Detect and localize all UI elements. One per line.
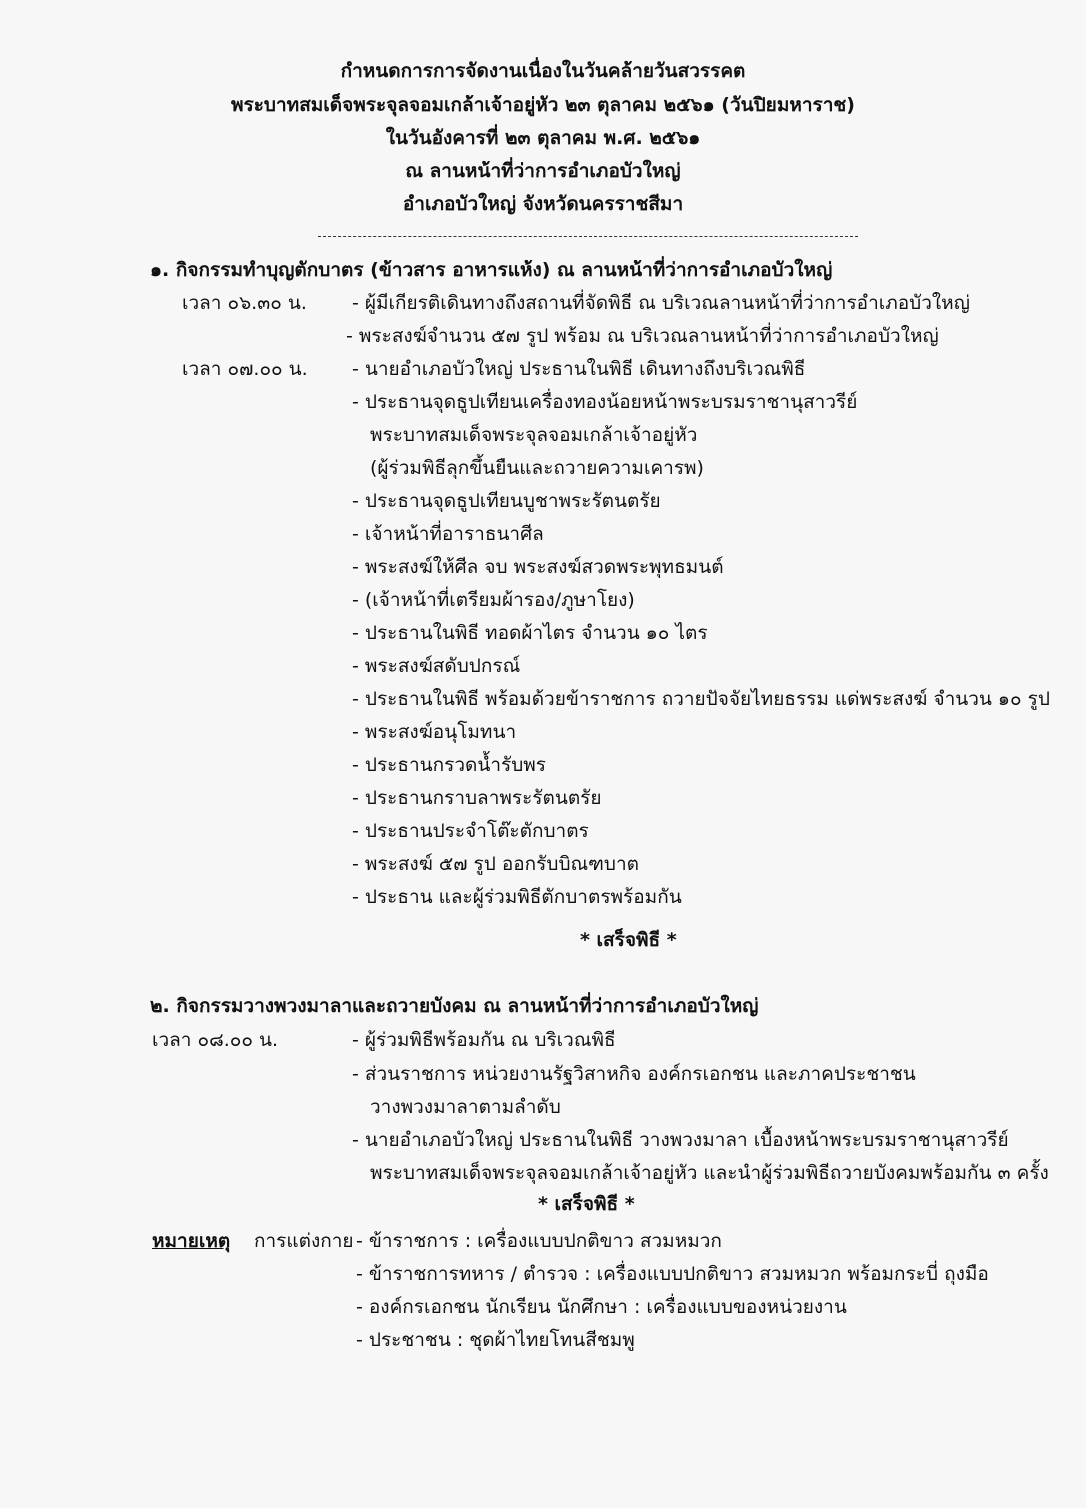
section2-item: - ผู้ร่วมพิธีพร้อมกัน ณ บริเวณพิธี [352, 1029, 616, 1051]
section2-end-mark: * เสร็จพิธี * [538, 1193, 635, 1215]
section1-time2-item: - ประธานกรวดน้ำรับพร [352, 754, 546, 776]
section2-item: วางพวงมาลาตามลำดับ [370, 1096, 561, 1118]
section1-time2-item: (ผู้ร่วมพิธีลุกขึ้นยืนและถวายความเคารพ) [370, 457, 704, 479]
section1-time2-item: - พระสงฆ์สดับปกรณ์ [352, 655, 521, 677]
section1-time2-item: - เจ้าหน้าที่อาราธนาศีล [352, 523, 544, 545]
note-sublabel: การแต่งกาย [254, 1230, 354, 1252]
section1-time1-item: - พระสงฆ์จำนวน ๕๗ รูป พร้อม ณ บริเวณลานหน้าที่ว่าการอำเภอบัวใหญ่ [346, 325, 939, 347]
note-label: หมายเหตุ [152, 1230, 231, 1252]
section1-time2-item: พระบาทสมเด็จพระจุลจอมเกล้าเจ้าอยู่หัว [370, 424, 698, 446]
note-item: - ข้าราชการทหาร / ตำรวจ : เครื่องแบบปกติขาว สวมหมวก พร้อมกระบี่ ถุงมือ [356, 1263, 989, 1285]
note-item: - องค์กรเอกชน นักเรียน นักศึกษา : เครื่องแบบของหน่วยงาน [356, 1296, 847, 1318]
section1-time2-item: - ประธานจุดธูปเทียนบูชาพระรัตนตรัย [352, 490, 661, 512]
section1-time2-item: - ประธานจุดธูปเทียนเครื่องทองน้อยหน้าพระบรมราชานุสาวรีย์ [352, 391, 858, 413]
section1-time2-item: - ประธานประจำโต๊ะตักบาตร [352, 820, 589, 842]
section1-time2-item: - พระสงฆ์ ๕๗ รูป ออกรับบิณฑบาต [352, 853, 639, 875]
title-line-4: ณ ลานหน้าที่ว่าการอำเภอบัวใหญ่ [405, 160, 681, 182]
section1-time2-item: - ประธานกราบลาพระรัตนตรัย [352, 787, 602, 809]
note-item: - ข้าราชการ : เครื่องแบบปกติขาว สวมหมวก [356, 1230, 722, 1252]
section1-time2-item: - ประธานในพิธี ทอดผ้าไตร จำนวน ๑๐ ไตร [352, 622, 708, 644]
title-line-5: อำเภอบัวใหญ่ จังหวัดนครราชสีมา [402, 193, 684, 215]
section1-end-mark: * เสร็จพิธี * [580, 929, 677, 951]
section1-time1: เวลา ๐๖.๓๐ น. [182, 292, 307, 314]
section2-item: - นายอำเภอบัวใหญ่ ประธานในพิธี วางพวงมาลา เบื้องหน้าพระบรมราชานุสาวรีย์ [352, 1129, 1009, 1151]
section2-time: เวลา ๐๘.๐๐ น. [152, 1029, 279, 1051]
section2-heading: ๒. กิจกรรมวางพวงมาลาและถวายบังคม ณ ลานหน้าที่ว่าการอำเภอบัวใหญ่ [150, 995, 759, 1017]
section1-time2-item: - (เจ้าหน้าที่เตรียมผ้ารอง/ภูษาโยง) [352, 589, 635, 611]
note-item: - ประชาชน : ชุดผ้าไทยโทนสีชมพู [356, 1329, 635, 1351]
section1-heading: ๑. กิจกรรมทำบุญตักบาตร (ข้าวสาร อาหารแห้ง) ณ ลานหน้าที่ว่าการอำเภอบัวใหญ่ [150, 259, 833, 281]
section1-time2-item: - ประธาน และผู้ร่วมพิธีตักบาตรพร้อมกัน [352, 886, 682, 908]
section1-time2-item: - นายอำเภอบัวใหญ่ ประธานในพิธี เดินทางถึงบริเวณพิธี [352, 358, 806, 380]
section1-time2-item: - ประธานในพิธี พร้อมด้วยข้าราชการ ถวายปัจจัยไทยธรรม แด่พระสงฆ์ จำนวน ๑๐ รูป [352, 688, 1050, 710]
section1-time2: เวลา ๐๗.๐๐ น. [182, 358, 308, 380]
title-line-2: พระบาทสมเด็จพระจุลจอมเกล้าเจ้าอยู่หัว ๒๓ ตุลาคม ๒๕๖๑ (วันปิยมหาราช) [231, 94, 855, 116]
title-line-3: ในวันอังคารที่ ๒๓ ตุลาคม พ.ศ. ๒๕๖๑ [385, 127, 701, 149]
section1-time1-item: - ผู้มีเกียรติเดินทางถึงสถานที่จัดพิธี ณ บริเวณลานหน้าที่ว่าการอำเภอบัวใหญ่ [352, 292, 970, 314]
title-line-1: กำหนดการการจัดงานเนื่องในวันคล้ายวันสวรรคต [340, 60, 746, 82]
section2-item: - ส่วนราชการ หน่วยงานรัฐวิสาหกิจ องค์กรเอกชน และภาคประชาชน [352, 1063, 916, 1085]
section1-time2-item: - พระสงฆ์อนุโมทนา [352, 721, 517, 743]
section1-time2-item: - พระสงฆ์ให้ศีล จบ พระสงฆ์สวดพระพุทธมนต์ [352, 556, 724, 578]
header-divider [318, 236, 858, 237]
section2-item: พระบาทสมเด็จพระจุลจอมเกล้าเจ้าอยู่หัว และนำผู้ร่วมพิธีถวายบังคมพร้อมกัน ๓ ครั้ง [370, 1162, 1049, 1184]
